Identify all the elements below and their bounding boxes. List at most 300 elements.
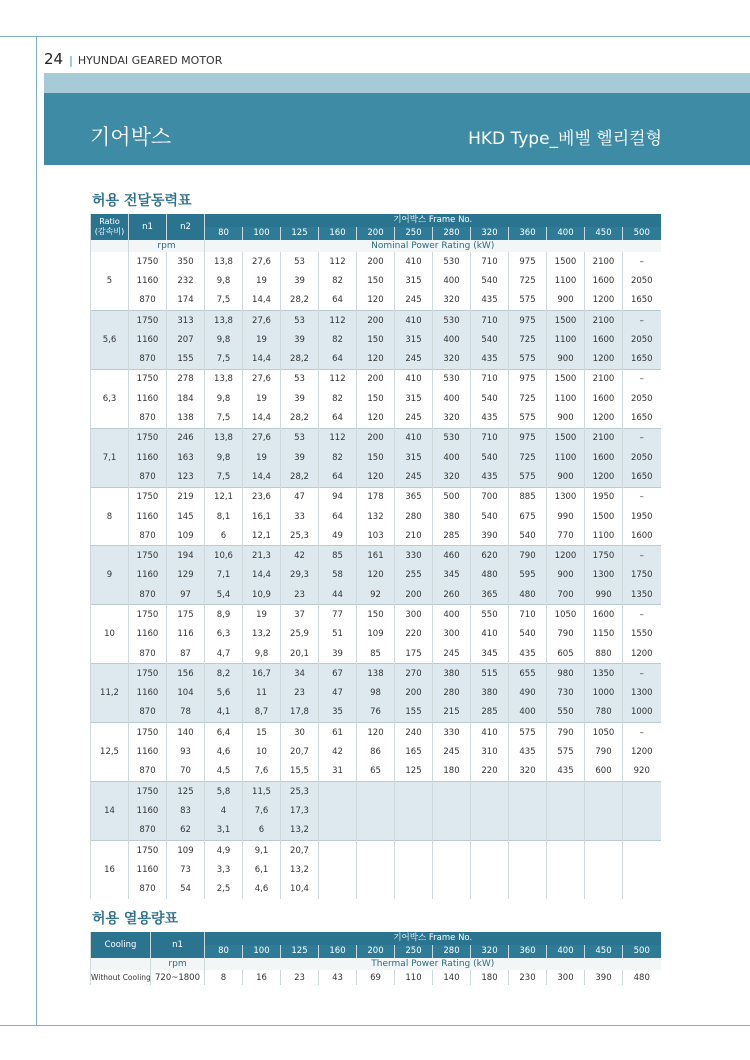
rating-cell: 180	[433, 762, 471, 782]
rating-cell: 575	[509, 467, 547, 487]
rating-cell: 220	[471, 762, 509, 782]
rating-cell: 44	[319, 585, 357, 605]
rating-cell: 20,7	[281, 840, 319, 860]
rating-cell: 9,8	[205, 448, 243, 467]
table-row	[91, 448, 661, 467]
rating-cell: 7,5	[205, 291, 243, 311]
rpm-label: rpm	[129, 240, 205, 252]
rating-cell: 9,1	[243, 840, 281, 860]
n1-cell: 1750	[129, 664, 167, 684]
rating-cell	[471, 801, 509, 820]
rating-cell: 900	[547, 349, 585, 369]
ratio-cell: 7,1	[91, 428, 129, 487]
rating-cell: 2050	[623, 330, 661, 349]
rating-cell	[547, 782, 585, 802]
table-row	[91, 664, 661, 684]
frame-1-header: 100	[243, 945, 281, 958]
n2-cell: 104	[167, 684, 205, 703]
rating-cell	[319, 860, 357, 879]
rating-cell: 790	[509, 546, 547, 566]
frame-6-header: 280	[433, 227, 471, 240]
rating-cell: 4,7	[205, 644, 243, 664]
rating-cell: 280	[395, 507, 433, 526]
rating-cell: 480	[623, 970, 661, 985]
rating-cell: 200	[395, 585, 433, 605]
rating-cell	[357, 782, 395, 802]
rating-cell: 53	[281, 428, 319, 448]
frame-0-header: 80	[205, 227, 243, 240]
n2-cell: 109	[167, 840, 205, 860]
rating-cell: 9,8	[205, 330, 243, 349]
rating-cell: 880	[585, 644, 623, 664]
n2-cell: 313	[167, 310, 205, 330]
banner	[44, 93, 750, 165]
rating-cell: 410	[471, 625, 509, 644]
ratio-cell: 8	[91, 487, 129, 546]
rating-cell: 2,5	[205, 880, 243, 899]
rating-cell: 8,2	[205, 664, 243, 684]
rating-cell: 550	[547, 703, 585, 723]
n2-cell: 138	[167, 408, 205, 428]
n1-cell: 1160	[129, 330, 167, 349]
rating-cell: 150	[357, 271, 395, 290]
n1-cell: 870	[129, 762, 167, 782]
table-row	[91, 310, 661, 330]
rating-cell: 515	[471, 664, 509, 684]
rating-cell	[623, 821, 661, 841]
rating-cell: 140	[433, 970, 471, 985]
rating-cell: 300	[547, 970, 585, 985]
rating-cell: 53	[281, 252, 319, 271]
rating-cell: 6	[243, 821, 281, 841]
rating-cell: 1650	[623, 467, 661, 487]
rating-cell: 19	[243, 448, 281, 467]
n1-cell: 1160	[129, 742, 167, 761]
rating-cell: 900	[547, 566, 585, 585]
frame-6-header: 280	[433, 945, 471, 958]
rating-cell: 200	[395, 684, 433, 703]
banner-top-band	[44, 73, 750, 93]
n1-cell: 1160	[129, 389, 167, 408]
rating-cell: 530	[433, 428, 471, 448]
rating-cell	[319, 801, 357, 820]
rating-cell: 575	[509, 723, 547, 743]
rating-cell: 410	[395, 428, 433, 448]
ratio-cell: 5	[91, 252, 129, 310]
rating-cell: 390	[585, 970, 623, 985]
rating-cell	[357, 860, 395, 879]
rating-cell: 315	[395, 330, 433, 349]
frame-0-header: 80	[205, 945, 243, 958]
rating-cell: 31	[319, 762, 357, 782]
n1-cell: 1160	[129, 684, 167, 703]
rating-cell: 4,6	[205, 742, 243, 761]
rating-cell: 10,6	[205, 546, 243, 566]
rating-cell: 920	[623, 762, 661, 782]
rating-cell: 65	[357, 762, 395, 782]
rating-cell: 1650	[623, 291, 661, 311]
rating-cell: 53	[281, 369, 319, 389]
rating-cell	[433, 782, 471, 802]
rating-cell: 1750	[585, 546, 623, 566]
rating-cell: –	[623, 605, 661, 625]
rating-cell: 460	[433, 546, 471, 566]
table-row	[91, 585, 661, 605]
rating-cell: 47	[319, 684, 357, 703]
table-row	[91, 684, 661, 703]
rating-cell: 240	[395, 723, 433, 743]
rating-cell: 47	[281, 487, 319, 507]
rating-cell: 13,8	[205, 252, 243, 271]
n2-cell: 278	[167, 369, 205, 389]
rating-cell: 1100	[547, 330, 585, 349]
rating-cell	[623, 782, 661, 802]
ratio-header-sub: (감속비)	[94, 227, 125, 236]
frame-3-header: 160	[319, 945, 357, 958]
rating-cell: 1600	[585, 448, 623, 467]
rating-cell: 120	[357, 408, 395, 428]
rating-cell: 16,7	[243, 664, 281, 684]
rating-cell: 540	[471, 330, 509, 349]
rating-cell: 34	[281, 664, 319, 684]
n1-cell: 1160	[129, 271, 167, 290]
rating-cell: 11	[243, 684, 281, 703]
n1-cell: 1160	[129, 625, 167, 644]
n2-cell: 184	[167, 389, 205, 408]
rating-cell: 320	[433, 349, 471, 369]
ratio-cell: 14	[91, 782, 129, 841]
rating-cell	[623, 840, 661, 860]
rating-cell: 310	[471, 742, 509, 761]
rating-cell	[395, 801, 433, 820]
rating-cell: 1000	[623, 703, 661, 723]
rating-cell: 2100	[585, 310, 623, 330]
rating-cell	[433, 880, 471, 899]
rating-cell: 23,6	[243, 487, 281, 507]
rating-cell: 1600	[585, 605, 623, 625]
rating-cell	[547, 840, 585, 860]
rating-cell: 150	[357, 330, 395, 349]
rating-cell: 39	[319, 644, 357, 664]
rating-cell: 4,1	[205, 703, 243, 723]
rating-cell: 400	[433, 605, 471, 625]
rating-cell: 37	[281, 605, 319, 625]
ratio-cell: 11,2	[91, 664, 129, 723]
n1-cell: 1750	[129, 487, 167, 507]
ratio-cell: 9	[91, 546, 129, 605]
rating-cell: 8,7	[243, 703, 281, 723]
rating-cell: 400	[433, 271, 471, 290]
rating-cell: 39	[281, 389, 319, 408]
rating-cell: 655	[509, 664, 547, 684]
rating-cell: 92	[357, 585, 395, 605]
rating-cell: 435	[471, 291, 509, 311]
rating-cell: 410	[395, 252, 433, 271]
rating-cell: –	[623, 310, 661, 330]
rating-cell: 790	[547, 723, 585, 743]
n1-cell: 1750	[129, 546, 167, 566]
rating-cell: 28,2	[281, 291, 319, 311]
rating-cell: 20,1	[281, 644, 319, 664]
rating-cell: 2100	[585, 428, 623, 448]
n1-cell: 1750	[129, 252, 167, 271]
rating-cell: 365	[395, 487, 433, 507]
frame-top-line	[0, 36, 750, 37]
rating-cell: 230	[509, 970, 547, 985]
n2-cell: 116	[167, 625, 205, 644]
rating-cell: 13,8	[205, 428, 243, 448]
banner-subtitle: HKD Type_베벨 헬리컬형	[468, 129, 662, 149]
rating-cell: 1950	[585, 487, 623, 507]
rating-cell: 17,3	[281, 801, 319, 820]
rating-cell: 1500	[547, 369, 585, 389]
n2-cell: 140	[167, 723, 205, 743]
rating-cell: 112	[319, 252, 357, 271]
rating-cell	[585, 880, 623, 899]
rating-cell: 10	[243, 742, 281, 761]
n1-cell: 1750	[129, 840, 167, 860]
rating-cell: 1950	[623, 507, 661, 526]
rating-cell: 7,5	[205, 467, 243, 487]
header-divider: |	[69, 54, 73, 67]
rating-cell: 178	[357, 487, 395, 507]
rating-cell: 260	[433, 585, 471, 605]
rating-cell: 85	[357, 644, 395, 664]
rating-cell: 530	[433, 310, 471, 330]
table-row	[91, 349, 661, 369]
table-row	[91, 428, 661, 448]
table-row	[91, 644, 661, 664]
page-number: 24	[44, 50, 64, 68]
n2-cell: 93	[167, 742, 205, 761]
rating-cell: 155	[395, 703, 433, 723]
table-row	[91, 840, 661, 860]
rating-cell: 120	[357, 291, 395, 311]
banner-title: 기어박스	[90, 125, 172, 149]
n1-cell: 870	[129, 703, 167, 723]
rating-cell: 1000	[585, 684, 623, 703]
rating-cell: 770	[547, 526, 585, 546]
rating-cell	[547, 821, 585, 841]
rating-cell: 29,3	[281, 566, 319, 585]
n2-cell: 207	[167, 330, 205, 349]
rating-cell: 220	[395, 625, 433, 644]
rating-cell: 6,3	[205, 625, 243, 644]
rating-cell: 8,1	[205, 507, 243, 526]
rating-cell: 5,8	[205, 782, 243, 802]
section-title-thermal: 허용 열용량표	[92, 911, 179, 927]
rating-cell	[623, 860, 661, 879]
rating-cell: 595	[509, 566, 547, 585]
n2-cell: 83	[167, 801, 205, 820]
n2-cell: 219	[167, 487, 205, 507]
frame-no-header: 기어박스 Frame No.	[205, 214, 661, 227]
rating-cell: 94	[319, 487, 357, 507]
rating-cell: 1200	[623, 644, 661, 664]
rating-cell: 975	[509, 369, 547, 389]
rating-cell: 900	[547, 467, 585, 487]
n2-cell: 246	[167, 428, 205, 448]
rating-cell: 1350	[623, 585, 661, 605]
rating-cell: 575	[509, 408, 547, 428]
rating-cell: 490	[509, 684, 547, 703]
rating-cell: 21,3	[243, 546, 281, 566]
rating-cell: 19	[243, 389, 281, 408]
rating-cell: 725	[509, 448, 547, 467]
rating-cell: 3,1	[205, 821, 243, 841]
n1-cell: 1160	[129, 860, 167, 879]
rating-cell: 161	[357, 546, 395, 566]
rating-cell: 27,6	[243, 310, 281, 330]
rating-cell: 15,5	[281, 762, 319, 782]
rating-cell: 150	[357, 448, 395, 467]
rating-cell: 410	[395, 369, 433, 389]
rating-cell	[319, 840, 357, 860]
rating-cell: 8,9	[205, 605, 243, 625]
frame-9-header: 400	[547, 227, 585, 240]
rating-cell: 600	[585, 762, 623, 782]
rating-cell: 255	[395, 566, 433, 585]
rating-cell: 1600	[585, 271, 623, 290]
frame-left-line	[36, 36, 37, 1026]
rating-cell: 2100	[585, 252, 623, 271]
n1-cell: 1750	[129, 369, 167, 389]
frame-11-header: 500	[623, 945, 661, 958]
rating-cell: 11,5	[243, 782, 281, 802]
rating-cell	[395, 840, 433, 860]
rating-cell: 1500	[547, 310, 585, 330]
rating-cell: 1650	[623, 349, 661, 369]
frame-2-header: 125	[281, 945, 319, 958]
rating-cell: 1500	[585, 507, 623, 526]
rating-cell: 76	[357, 703, 395, 723]
rating-cell: 120	[357, 566, 395, 585]
rating-cell: 540	[471, 507, 509, 526]
thermal-rpm-label: rpm	[151, 958, 205, 970]
rating-cell: 112	[319, 428, 357, 448]
rating-cell: 200	[357, 310, 395, 330]
rating-cell: 9,8	[205, 271, 243, 290]
rating-cell: 480	[471, 566, 509, 585]
table-row	[91, 408, 661, 428]
rating-cell: 9,8	[243, 644, 281, 664]
n1-cell: 870	[129, 291, 167, 311]
rating-cell: 82	[319, 389, 357, 408]
rating-cell: 12,1	[243, 526, 281, 546]
rating-cell: 1050	[585, 723, 623, 743]
frame-8-header: 360	[509, 945, 547, 958]
rating-cell	[395, 860, 433, 879]
rating-cell: 9,8	[205, 389, 243, 408]
rating-cell: 540	[471, 389, 509, 408]
rating-cell	[547, 801, 585, 820]
rating-cell: 1650	[623, 408, 661, 428]
rating-cell: 120	[357, 349, 395, 369]
rating-cell: 110	[395, 970, 433, 985]
rating-cell: 410	[471, 723, 509, 743]
rating-cell: 245	[395, 291, 433, 311]
rating-cell: 86	[357, 742, 395, 761]
rating-cell: 725	[509, 330, 547, 349]
n2-header: n2	[167, 214, 205, 240]
thermal-rating-table	[90, 932, 661, 985]
rating-cell: 98	[357, 684, 395, 703]
rating-cell: 4,9	[205, 840, 243, 860]
rating-cell: 730	[547, 684, 585, 703]
rating-cell: 20,7	[281, 742, 319, 761]
rating-cell	[433, 860, 471, 879]
rating-cell: 725	[509, 389, 547, 408]
rating-cell: 112	[319, 310, 357, 330]
rating-cell	[471, 860, 509, 879]
rating-cell	[509, 880, 547, 899]
rating-cell: 4,5	[205, 762, 243, 782]
rating-label: Nominal Power Rating (kW)	[205, 240, 661, 252]
rating-cell: 120	[357, 723, 395, 743]
rating-cell: 25,9	[281, 625, 319, 644]
rating-cell: 1600	[585, 330, 623, 349]
n1-cell: 870	[129, 821, 167, 841]
frame-bottom-line	[0, 1025, 750, 1026]
rating-cell: 435	[471, 408, 509, 428]
rating-cell: 1200	[585, 349, 623, 369]
rating-cell: 109	[357, 625, 395, 644]
n2-cell: 174	[167, 291, 205, 311]
rating-cell: 13,8	[205, 310, 243, 330]
n1-header: n1	[129, 214, 167, 240]
rating-cell	[585, 840, 623, 860]
rating-cell: 675	[509, 507, 547, 526]
rating-cell: 132	[357, 507, 395, 526]
rating-cell: 27,6	[243, 428, 281, 448]
rating-cell: 5,4	[205, 585, 243, 605]
rating-cell: 1300	[623, 684, 661, 703]
table-row	[91, 880, 661, 899]
rating-cell: 58	[319, 566, 357, 585]
ratio-cell: 5,6	[91, 310, 129, 369]
rating-cell: 435	[509, 742, 547, 761]
rating-cell: 64	[319, 408, 357, 428]
rating-cell: 14,4	[243, 408, 281, 428]
rating-cell: 28,2	[281, 349, 319, 369]
rating-cell: 10,9	[243, 585, 281, 605]
rating-cell: 30	[281, 723, 319, 743]
frame-5-header: 250	[395, 945, 433, 958]
rating-cell: –	[623, 428, 661, 448]
rating-cell: 10,4	[281, 880, 319, 899]
n2-cell: 78	[167, 703, 205, 723]
rating-cell: 103	[357, 526, 395, 546]
rating-cell: 7,5	[205, 408, 243, 428]
rating-cell: 885	[509, 487, 547, 507]
ratio-cell: 6,3	[91, 369, 129, 428]
rating-cell: 1200	[585, 467, 623, 487]
n1-cell: 1750	[129, 723, 167, 743]
rating-cell: 64	[319, 291, 357, 311]
rating-cell: 180	[471, 970, 509, 985]
n2-cell: 97	[167, 585, 205, 605]
rating-cell: 345	[471, 644, 509, 664]
rating-cell: 900	[547, 408, 585, 428]
rating-cell	[319, 782, 357, 802]
frame-10-header: 450	[585, 945, 623, 958]
rating-cell: 605	[547, 644, 585, 664]
frame-2-header: 125	[281, 227, 319, 240]
table-row	[91, 252, 661, 271]
rating-cell: 25,3	[281, 782, 319, 802]
rating-cell: 165	[395, 742, 433, 761]
table-row	[91, 605, 661, 625]
